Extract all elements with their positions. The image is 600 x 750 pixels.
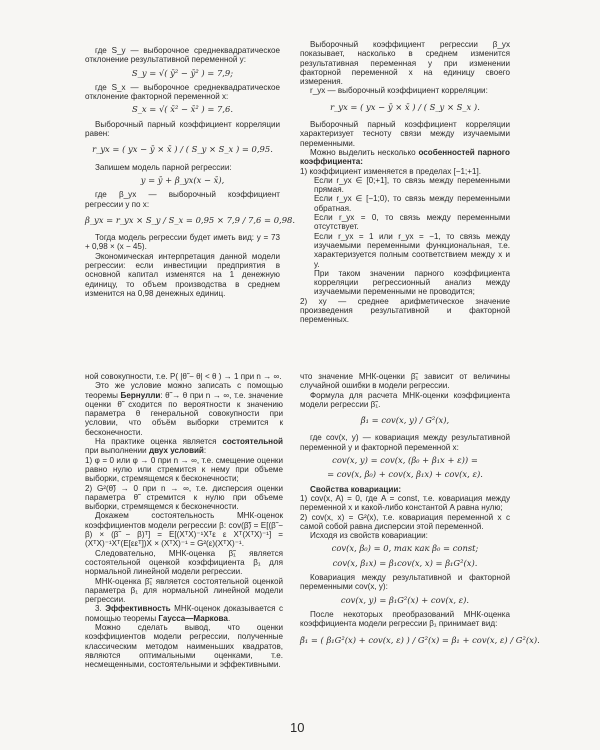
list-item: 2) xy — среднее арифметическое значение произведения результативной и факторной переменных.	[300, 296, 510, 325]
paragraph: Исходя из свойств ковариации:	[310, 531, 428, 541]
paragraph	[85, 437, 283, 456]
formula: cov(x, β₀) = 0, так как β₀ = const;	[331, 543, 479, 554]
paragraph: После некоторых преобразований МНК-оценка коэффициента модели регрессии β₁ принимает вид:	[300, 609, 510, 629]
formula: y = ȳ + β_yx(x − x̄),	[140, 174, 225, 185]
paragraph	[300, 148, 510, 167]
left-column-bottom	[85, 372, 283, 670]
formula: cov(x, β₁x) = β₁cov(x, x) = β₁G²(x).	[332, 557, 478, 568]
formula: S_y = √( ȳ² − ȳ² ) = 7,9;	[131, 67, 234, 78]
formula: S_x = √( x̄² − x̄² ) = 7,6.	[131, 104, 233, 115]
formula: β_yx = r_yx × S_y / S_x = 0,95 × 7,9 / 7,6 = 0,98.	[85, 214, 296, 225]
paragraph: где S_y — выборочное среднеквадратическое отклонение результативной переменной y:	[85, 46, 280, 65]
paragraph: Докажем состоятельность МНК-оценок коэффициентов модели регрессии β: cov(β̃) = E[(β̃ − β) × (β̃ − β)ᵀ] = E[(XᵀX)⁻¹Xᵀε ε Xᵀ(XᵀX)⁻¹] = (XᵀX)⁻¹Xᵀ(E[εεᵀ])X × (XᵀX)⁻¹ = G²(ε)(XᵀX)⁻¹.	[85, 511, 283, 549]
paragraph: Формула для расчета МНК-оценки коэффициента модели регрессии β̃₁.	[300, 390, 510, 409]
list-item: При таком значении парного коэффициента корреляции регрессионный анализ между изучаемыми переменными не проводится;	[314, 268, 510, 297]
paragraph: где S_x — выборочное среднеквадратическое отклонение факторной переменной x:	[85, 82, 280, 102]
paragraph-text: .	[227, 613, 231, 623]
list-item: 1) коэффициент изменяется в пределах [−1;+1].	[300, 166, 481, 176]
paragraph-text: МНК-оценок доказывается с помощью теоремы	[85, 604, 283, 623]
right-column-top	[300, 40, 510, 325]
list-item: 1) cov(x, A) = 0, где A = const, т.е. ковариация между переменной x и какой-либо константой A равна нулю;	[300, 493, 510, 513]
paragraph: где β_yx — выборочный коэффициент регрессии y по x:	[85, 190, 280, 209]
bold-term: Бернулли	[120, 390, 161, 400]
paragraph-text: при выполнении	[85, 446, 149, 456]
formula: r_yx = ( yx − ȳ × x̄ ) / ( S_y × S_x ).	[330, 101, 480, 112]
list-item: Если r_yx = 0, то связь между переменными отсутствует.	[314, 213, 510, 232]
formula: cov(x, y) = cov(x, (β₀ + β₁x + ε)) =	[332, 455, 478, 466]
list-item: Если r_yx ∈ [−1;0), то связь между переменными обратная.	[314, 194, 510, 213]
paragraph: Запишем модель парной регрессии:	[95, 162, 232, 172]
list-item: 2) cov(x, x) = G²(x), т.е. ковариация переменной x с самой собой равна дисперсии этой переменной.	[300, 512, 510, 531]
formula: = cov(x, β₀) + cov(x, β₁x) + cov(x, ε).	[327, 469, 483, 480]
paragraph: Выборочный парный коэффициент корреляции равен:	[85, 119, 280, 139]
left-column-top	[85, 46, 296, 298]
list-item: 2) G²(θ̃) → 0 при n → ∞, т.е. дисперсия оценки параметра θ̃ стремится к нулю при объеме выборки, стремящемся к бесконечности.	[85, 483, 283, 512]
paragraph: Следовательно, МНК-оценка β̃₁ является состоятельной оценкой коэффициента β₁ для нормальной линейной модели регрессии.	[85, 548, 283, 577]
section-heading: Свойства ковариации:	[310, 484, 402, 494]
paragraph-text: : θ̃ → θ при n → ∞, т.е. значение оценки θ̃ сходится по вероятности к значению параметра θ генеральной совокупности при условии, что объём выборки стремится к бесконечности.	[85, 390, 284, 437]
paragraph: r_yx — выборочный коэффициент корреляции:	[310, 86, 488, 96]
paragraph: МНК-оценка β̃₁ является состоятельной оценкой параметра β₁ для нормальной линейной модели регрессии.	[85, 576, 283, 605]
paragraph-text: 3.	[95, 604, 106, 614]
bold-term: состоятельной	[222, 437, 283, 447]
paragraph: Ковариация между результативной и факторной переменными cov(x, y):	[300, 573, 510, 592]
paragraph: Выборочный парный коэффициент корреляции характеризует тесноту связи между изучаемыми переменными.	[300, 120, 510, 148]
paragraph: что значение МНК-оценки β̃₁ зависит от величины случайной ошибки в модели регрессии.	[300, 372, 510, 391]
formula: r_yx = ( yx − ȳ × x̄ ) / ( S_y × S_x ) = 0,95.	[92, 144, 273, 155]
paragraph: где cov(x, y) — ковариация между результативной переменной y и факторной переменной x:	[300, 433, 510, 452]
paragraph-text: На практике оценка является	[95, 437, 223, 447]
formula: β̃₁ = ( β₁G²(x) + cov(x, ε) ) / G²(x) = β₁ + cov(x, ε) / G²(x).	[300, 634, 540, 645]
paragraph: Экономическая интерпретация данной модели регрессии: если инвестиции предприятия в основной капитал изменятся на 1 денежную единицу, то объем производства в среднем изменится на 0,98 денежных единиц.	[85, 251, 280, 298]
formula: cov(x, y) = β₁G²(x) + cov(x, ε).	[340, 594, 470, 605]
paragraph-text: Это же условие можно записать с помощью теоремы	[85, 381, 283, 400]
paragraph: ной совокупности, т.е. P( |θ̃ − θ| < θ ) → 1 при n → ∞.	[85, 372, 282, 381]
bold-term: Гаусса—Маркова	[158, 613, 228, 623]
bold-term: особенностей парного коэффициента:	[300, 147, 510, 167]
page-number: 10	[290, 720, 305, 735]
list-item: 1) φ = 0 или φ → 0 при n → ∞, т.е. смещение оценки равно нулю или стремится к нему при объеме выборки, стремящемся к бесконечности;	[85, 455, 283, 484]
paragraph: Можно сделать вывод, что оценки коэффициентов модели регрессии, полученные классическим методом наименьших квадратов, являются оптимальными оценками, т.е. несмещенными, состоятельными и эффективными.	[85, 623, 283, 670]
right-column-bottom	[300, 372, 540, 653]
formula: β̃₁ = cov(x, y) / G²(x),	[360, 415, 450, 426]
paragraph: Выборочный коэффициент регрессии β_yx показывает, насколько в среднем изменится результативная переменная y при изменении факторной переменной x на единицу своего измерения.	[300, 40, 510, 87]
paragraph-text: :	[203, 446, 207, 456]
paragraph	[85, 381, 283, 437]
bold-term: двух условий	[148, 446, 204, 456]
paragraph-text: Можно выделить несколько	[310, 147, 419, 157]
bold-term: Эффективность	[105, 604, 171, 614]
paragraph	[85, 604, 283, 623]
list-item: Если r_yx = 1 или r_yx = −1, то связь между изучаемыми переменными функциональная, т.е. характеризуется полным соответствием между x и y.	[314, 231, 510, 269]
paragraph: Тогда модель регрессии будет иметь вид: y = 73 + 0,98 × (x − 45).	[85, 233, 280, 252]
list-item: Если r_yx ∈ [0;+1], то связь между переменными прямая.	[314, 175, 510, 195]
